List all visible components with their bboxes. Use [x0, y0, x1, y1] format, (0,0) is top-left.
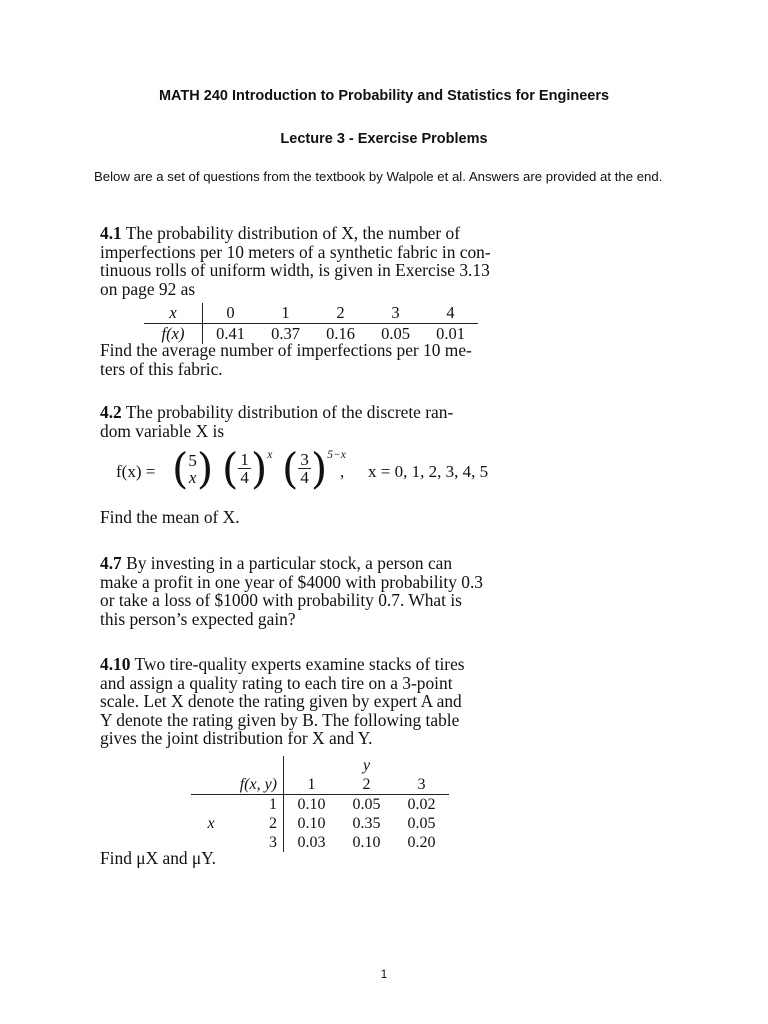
table-corner-label: f(x, y)	[191, 775, 284, 795]
pmf-formula	[116, 444, 536, 504]
y-axis-label: y	[362, 756, 371, 774]
x-axis-label: x	[207, 814, 215, 832]
joint-distribution-table	[191, 756, 449, 852]
table-cell: 0.05	[381, 324, 410, 343]
table-cell: 0.03	[297, 833, 326, 851]
x-value: 3	[231, 833, 284, 852]
page-number: 1	[380, 967, 388, 981]
problem-number: 4.1	[100, 223, 122, 243]
table-cell: 4	[423, 303, 478, 324]
document-subtitle: Lecture 3 - Exercise Problems	[280, 131, 488, 147]
problem-4-2	[100, 403, 525, 440]
formula-domain: x = 0, 1, 2, 3, 4, 5	[368, 462, 489, 481]
table-cell: 3	[368, 303, 423, 324]
table-cell: 0.05	[352, 795, 381, 813]
table-cell: 0.35	[352, 814, 381, 832]
problem-4-7-line-2: make a profit in one year of $4000 with probability 0.3	[100, 571, 483, 592]
problem-4-7-line-4: this person’s expected gain?	[100, 608, 296, 629]
fraction-one-quarter: ( $\frac{1}{4}$ )$^x$	[222, 444, 273, 493]
problem-4-7-line-3: or take a loss of $1000 with probability 0.7. What is	[100, 590, 462, 610]
document-title: MATH 240 Introduction to Probability and Statistics for Engineers	[158, 88, 610, 104]
problem-4-2-line-1: 4.2 The probability distribution of the discrete ran-	[100, 402, 454, 422]
row-label-x: x	[144, 303, 203, 324]
x-value: 2	[231, 814, 284, 833]
problem-4-2-question	[100, 508, 525, 527]
problem-number: 4.2	[100, 402, 122, 422]
table-cell: 2	[313, 303, 368, 324]
problem-4-1-line-3: tinuous rolls of uniform width, is given in Exercise 3.13	[100, 260, 490, 280]
table-cell: 0.10	[297, 795, 326, 813]
table-cell: 0.16	[326, 324, 355, 343]
problem-4-10-line-1: 4.10 Two tire-quality experts examine stacks of tires	[100, 654, 465, 674]
y-value: 1	[284, 775, 340, 795]
problem-4-1	[100, 224, 525, 298]
problem-4-10-line-4: Y denote the rating given by B. The following table	[100, 709, 460, 730]
table-row	[191, 795, 449, 815]
problem-4-1-line-2: imperfections per 10 meters of a synthetic fabric in con-	[100, 241, 491, 262]
problem-4-10-question	[100, 849, 525, 868]
x-value: 1	[231, 795, 284, 815]
table-cell: 0.10	[297, 814, 326, 832]
problem-4-1-question	[100, 341, 525, 378]
table-cell: 0.05	[407, 814, 436, 832]
problem-4-1-line-4: on page 92 as	[100, 278, 196, 299]
table-cell: 1	[258, 303, 313, 324]
formula-lhs: f(x) =	[116, 462, 156, 481]
distribution-table-4-1	[144, 303, 478, 344]
fraction-three-quarters: ( $\frac{3}{4}$ )$^{5-x}$	[282, 444, 346, 493]
problem-4-10	[100, 655, 525, 748]
table-cell: 0.10	[352, 833, 381, 851]
formula-comma: ,	[340, 462, 345, 481]
problem-4-1-question-line-1: Find the average number of imperfections per 10 me-	[100, 340, 472, 360]
problem-4-1-line-1: 4.1 The probability distribution of X, the number of	[100, 223, 461, 243]
problem-number: 4.7	[100, 553, 122, 573]
table-cell: 0.41	[216, 324, 245, 343]
problem-number: 4.10	[100, 654, 131, 674]
table-cell: 0	[203, 303, 259, 324]
problem-4-10-line-3: scale. Let X denote the rating given by expert A and	[100, 691, 462, 711]
problem-4-10-question-line: Find μX and μY.	[100, 848, 216, 868]
y-value: 2	[339, 775, 394, 795]
table-cell: 0.37	[271, 324, 300, 343]
problem-4-2-question-line: Find the mean of X.	[100, 507, 240, 527]
problem-4-2-line-2: dom variable X is	[100, 420, 225, 441]
problem-4-7-line-1: 4.7 By investing in a particular stock, a person can	[100, 553, 453, 573]
problem-4-10-line-5: gives the joint distribution for X and Y.	[100, 728, 373, 748]
binomial-coefficient: ( 5 x )	[172, 444, 214, 493]
table-row	[191, 814, 449, 833]
y-value: 3	[394, 775, 449, 795]
problem-4-10-line-2: and assign a quality rating to each tire on a 3-point	[100, 672, 453, 693]
intro-text: Below are a set of questions from the textbook by Walpole et al. Answers are provided at the end.	[94, 169, 663, 184]
table-cell: 0.02	[407, 795, 436, 813]
table-cell: 0.20	[407, 833, 436, 851]
problem-4-7	[100, 554, 525, 628]
problem-4-1-question-line-2: ters of this fabric.	[100, 358, 223, 379]
row-label-fx: f(x)	[144, 324, 203, 345]
table-cell: 0.01	[436, 324, 465, 343]
